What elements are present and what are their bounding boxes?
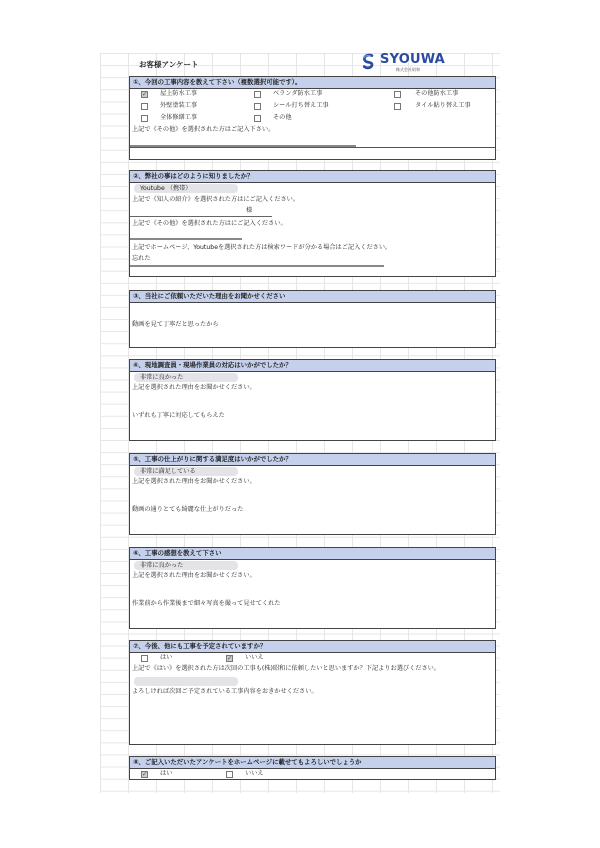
- question-4-title: ④、現地調査員・現場作業員の対応はいかがでしたか？: [130, 360, 495, 372]
- referral-note: 上記で《知人の紹介》を選択された方はにご記入ください。: [132, 196, 300, 203]
- question-2-title: ②、弊社の事はどのように知りましたか？: [130, 171, 495, 183]
- other-note: 上記で《その他》を選択された方はにご記入ください。: [132, 220, 287, 227]
- company-logo: [360, 52, 460, 78]
- question-1-title: ①、今回の工事内容を教えて下さい（複数選択可能です）。: [130, 77, 495, 89]
- checkbox-roof-waterproofing[interactable]: [141, 91, 148, 98]
- reason-answer[interactable]: いずれも丁寧に対応してもらえた: [132, 412, 225, 419]
- question-5-section: [129, 453, 496, 535]
- referral-input-line[interactable]: [130, 216, 272, 217]
- rating-answer[interactable]: 非常に満足している: [134, 467, 238, 476]
- checkbox-exterior-painting[interactable]: [141, 103, 148, 110]
- other-note: 上記で《その他》を選択された方はご記入下さい。: [132, 126, 275, 133]
- logo-icon: [360, 53, 377, 70]
- option-label: シール打ち替え工事: [273, 102, 329, 109]
- source-answer[interactable]: Youtube （携帯）: [134, 184, 238, 193]
- reason-answer[interactable]: 作業前から作業後まで細々写真を撮って見せてくれた: [132, 600, 281, 607]
- option-label: いいえ: [245, 654, 264, 661]
- checkbox-other[interactable]: [254, 115, 261, 122]
- survey-title: お客様アンケート: [139, 60, 199, 69]
- rating-answer[interactable]: 非常に良かった: [134, 373, 238, 382]
- reason-note: 上記を選択された理由をお聞かせください。: [132, 572, 256, 579]
- option-label: はい: [160, 654, 173, 661]
- checkbox-veranda-waterproofing[interactable]: [254, 91, 261, 98]
- rating-answer[interactable]: 非常に良かった: [134, 561, 238, 570]
- logo-text: SYOUWA: [380, 52, 445, 67]
- checkbox-no[interactable]: [226, 655, 233, 662]
- reason-note: 上記を選択された理由をお聞かせください。: [132, 384, 256, 391]
- checkbox-publish-yes[interactable]: [141, 771, 148, 778]
- question-8-title: ⑧、ご記入いただいたアンケートをホームページに載せてもよろしいでしょうか: [130, 757, 495, 769]
- next-work-note: 上記で《はい》を選択された方は次回の工事も(株)昭和に依頼したいと思いますか？下記よりお選びください。: [132, 665, 441, 672]
- question-5-title: ⑤、工事の仕上がりに関する満足度はいかがでしたか？: [130, 454, 495, 466]
- other-input-line[interactable]: [130, 238, 242, 240]
- option-label: 屋上防水工事: [160, 90, 198, 97]
- keyword-input-line[interactable]: [130, 265, 384, 267]
- question-7-title: ⑦、今後、他にも工事を予定されていますか？: [130, 641, 495, 653]
- sama-label: 様: [246, 207, 253, 214]
- option-label: ベランダ防水工事: [273, 90, 323, 97]
- next-work-answer[interactable]: [134, 677, 238, 686]
- question-4-section: [129, 359, 496, 441]
- checkbox-full-repair[interactable]: [141, 115, 148, 122]
- reason-answer[interactable]: 動画の通りとても綺麗な仕上がりだった: [132, 506, 244, 513]
- question-8-section: [129, 756, 496, 780]
- reason-note: 上記を選択された理由をお聞かせください。: [132, 478, 256, 485]
- next-work-detail-note: よろしければ次回ご予定されている工事内容をおきかせください。: [132, 688, 318, 695]
- option-label: はい: [160, 770, 173, 777]
- question-6-section: [129, 547, 496, 629]
- question-7-section: [129, 640, 496, 745]
- option-label: タイル貼り替え工事: [415, 102, 471, 109]
- reason-answer[interactable]: 動画を見て丁寧だと思ったから: [132, 321, 219, 328]
- logo-subtitle: 株式会社昭和: [396, 67, 420, 72]
- checkbox-seal-replacement[interactable]: [254, 103, 261, 110]
- checkbox-other-waterproofing[interactable]: [394, 91, 401, 98]
- question-1-section: [129, 76, 496, 160]
- keyword-answer[interactable]: 忘れた: [132, 255, 151, 262]
- option-label: 全体修繕工事: [160, 114, 198, 121]
- option-label: いいえ: [245, 770, 264, 777]
- question-3-section: [129, 290, 496, 348]
- checkbox-tile-replacement[interactable]: [394, 103, 401, 110]
- option-label: その他防水工事: [415, 90, 459, 97]
- option-label: 外壁塗装工事: [160, 102, 198, 109]
- checkbox-yes[interactable]: [141, 655, 148, 662]
- question-3-title: ③、当社にご依頼いただいた理由をお聞かせください: [130, 291, 495, 303]
- keyword-note: 上記でホームページ、Youtubeを選択された方は検索ワードが分かる場合はご記入ください。: [132, 244, 392, 251]
- option-label: その他: [273, 114, 292, 121]
- checkbox-publish-no[interactable]: [226, 771, 233, 778]
- question-2-section: [129, 170, 496, 277]
- question-6-title: ⑥、工事の感想を教えて下さい: [130, 548, 495, 560]
- divider: [130, 147, 495, 148]
